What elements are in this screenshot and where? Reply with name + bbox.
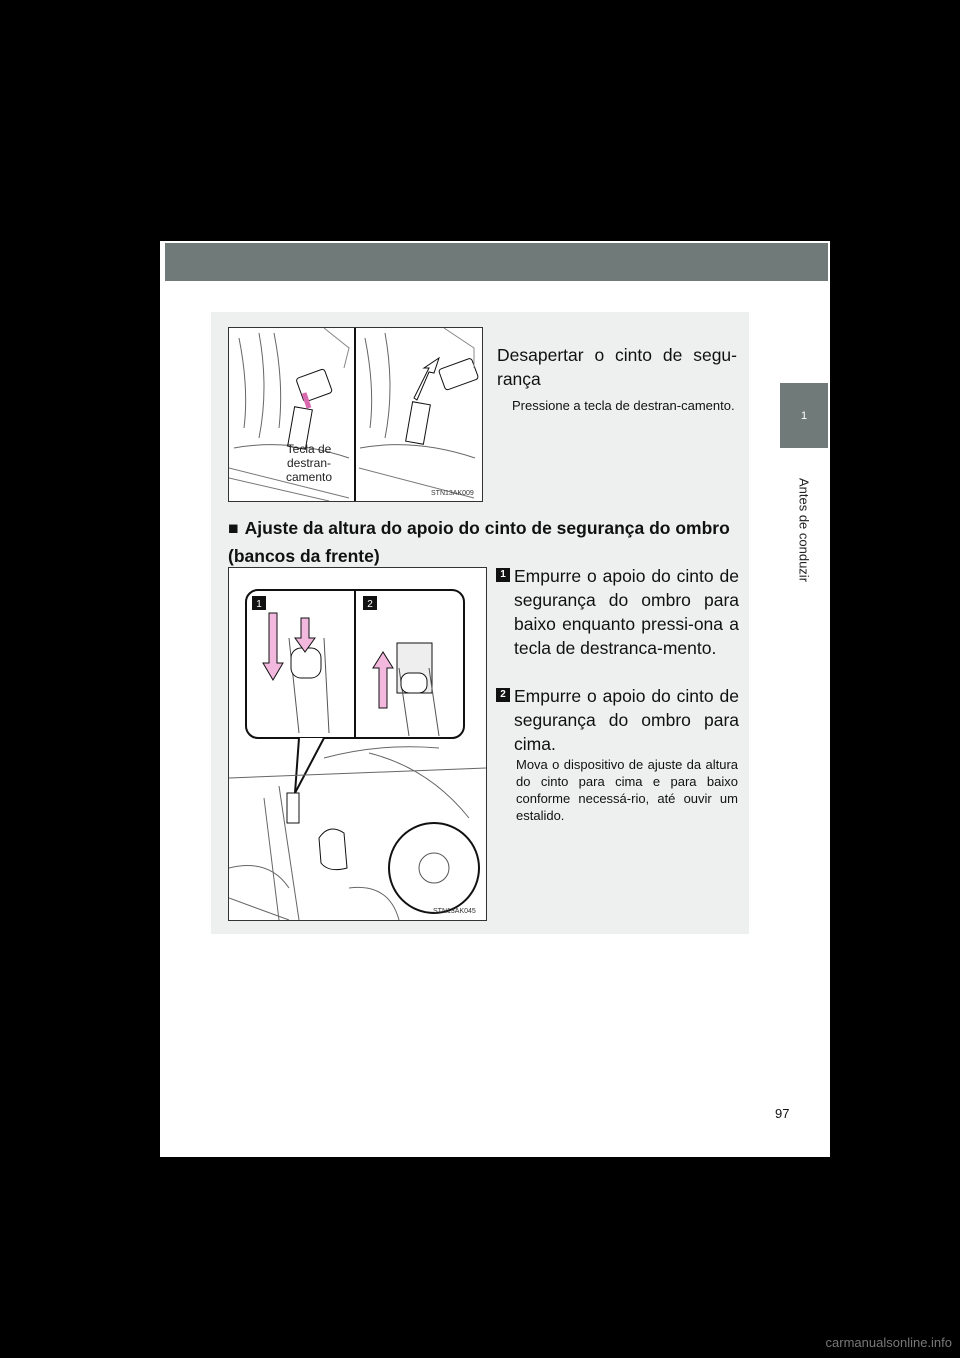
section1-title: Desapertar o cinto de segu-rança xyxy=(497,345,737,389)
section1-body: Pressione a tecla de destran-camento. xyxy=(512,398,735,413)
step-number-badge: 1 xyxy=(496,568,510,582)
chapter-number: 1 xyxy=(800,409,808,422)
svg-text:2: 2 xyxy=(367,599,373,610)
image-code: STN13AK045 xyxy=(433,908,476,915)
belt-height-drawing xyxy=(229,568,486,920)
step-1 xyxy=(496,564,739,660)
step-1-text: Empurre o apoio do cinto de segurança do ombro para baixo enquanto pressi-ona a tecla de destranca-mento. xyxy=(514,566,739,658)
unlock-key-callout xyxy=(286,442,332,484)
belt-height-adjust-illustration xyxy=(228,567,487,921)
step-number-badge: 2 xyxy=(496,688,510,702)
seatbelt-release-drawing xyxy=(229,328,482,501)
step-2 xyxy=(496,684,739,756)
section2-heading xyxy=(228,514,738,570)
chapter-tab[interactable] xyxy=(780,383,828,448)
step-2-text: Empurre o apoio do cinto de segurança do ombro para cima. xyxy=(514,686,739,754)
chapter-title xyxy=(780,455,828,605)
adjust-note: Mova o dispositivo de ajuste da altura do cinto para cima e para baixo conforme necessá-rio, até ouvir um estalido. xyxy=(516,757,738,823)
bullet-square-icon: ■ xyxy=(228,518,239,538)
watermark: carmanualsonline.info xyxy=(825,1335,952,1350)
svg-text:1: 1 xyxy=(256,599,262,610)
seatbelt-release-illustration xyxy=(228,327,483,502)
callout-line: Tecla de xyxy=(286,442,332,456)
chapter-title-text: Antes de conduzir xyxy=(796,477,812,583)
callout-line: destran- xyxy=(287,456,332,470)
header-bar xyxy=(165,243,828,281)
callout-line: camento xyxy=(286,470,333,484)
page-number: 97 xyxy=(775,1106,790,1121)
section2-heading-text: Ajuste da altura do apoio do cinto de segurança do ombro (bancos da frente) xyxy=(228,518,730,566)
image-code: STN13AK009 xyxy=(431,490,474,497)
